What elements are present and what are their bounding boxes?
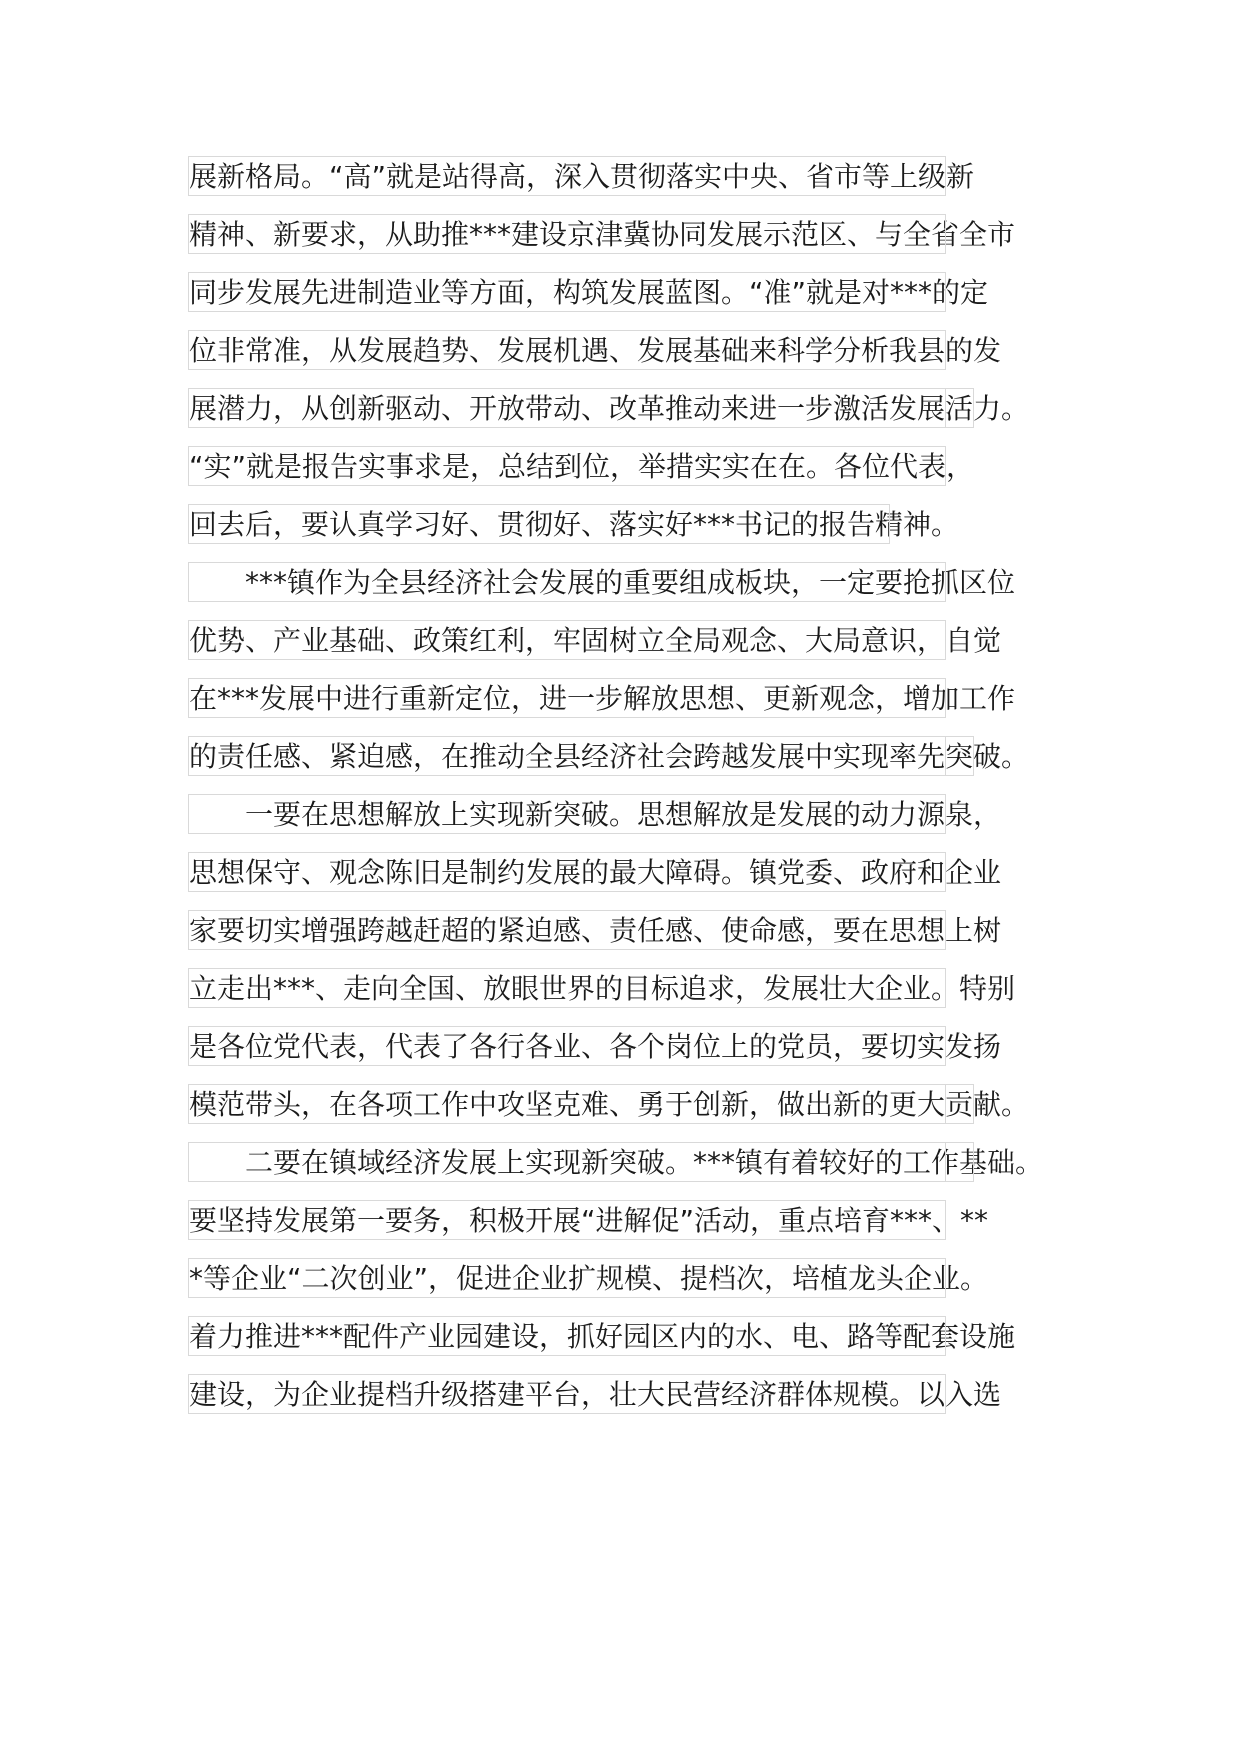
line-border: [889, 505, 890, 543]
line-border: [945, 1259, 946, 1297]
text-line: [188, 1200, 989, 1240]
line-text: *等企业“二次创业”，促进企业扩规模、提档次，培植龙头企业。: [189, 1262, 989, 1295]
line-border: [945, 1375, 946, 1413]
line-text: 模范带头，在各项工作中攻坚克难、勇于创新，做出新的更大贡献。: [189, 1088, 1030, 1121]
line-border: [945, 969, 946, 1007]
line-border: [945, 331, 946, 369]
line-border: [945, 679, 946, 717]
text-line: [188, 214, 1016, 254]
line-text: 在***发展中进行重新定位，进一步解放思想、更新观念，增加工作: [189, 682, 1016, 715]
line-border: [945, 1201, 946, 1239]
text-line: [188, 446, 975, 486]
text-line: [188, 1258, 989, 1298]
text-line: [188, 330, 1002, 370]
line-text: 的责任感、紧迫感，在推动全县经济社会跨越发展中实现率先突破。: [189, 740, 1030, 773]
text-line: [188, 736, 1030, 776]
line-text: 展新格局。“高”就是站得高，深入贯彻落实中央、省市等上级新: [189, 160, 975, 193]
line-text: 要坚持发展第一要务，积极开展“进解促”活动，重点培育***、**: [189, 1204, 989, 1237]
line-border: [945, 447, 946, 485]
text-line: [188, 678, 1016, 718]
line-text: 优势、产业基础、政策红利，牢固树立全局观念、大局意识，自觉: [189, 624, 1002, 657]
line-border: [945, 215, 946, 253]
line-border: [973, 737, 974, 775]
line-text: 展潜力，从创新驱动、开放带动、改革推动来进一步激活发展活力。: [189, 392, 1030, 425]
line-border: [945, 1027, 946, 1065]
line-text: ***镇作为全县经济社会发展的重要组成板块，一定要抢抓区位: [245, 566, 1016, 599]
line-border: [973, 389, 974, 427]
line-text: “实”就是报告实事求是，总结到位，举措实实在在。各位代表，: [189, 450, 975, 483]
line-border: [945, 1085, 946, 1123]
text-line: [188, 910, 1002, 950]
text-line: [188, 562, 1016, 602]
text-line: [188, 1026, 1002, 1066]
line-border: [945, 563, 946, 601]
text-line: [188, 1316, 1016, 1356]
text-line: [188, 1142, 1044, 1182]
line-border: [945, 389, 946, 427]
text-line: [188, 504, 960, 544]
text-line: [188, 1084, 1030, 1124]
line-text: 是各位党代表，代表了各行各业、各个岗位上的党员，要切实发扬: [189, 1030, 1002, 1063]
line-border: [945, 1143, 946, 1181]
text-line: [188, 968, 1016, 1008]
text-line: [188, 272, 989, 312]
line-text: 同步发展先进制造业等方面，构筑发展蓝图。“准”就是对***的定: [189, 276, 989, 309]
line-text: 二要在镇域经济发展上实现新突破。***镇有着较好的工作基础。: [245, 1146, 1044, 1179]
text-line: [188, 1374, 1002, 1414]
line-text: 建设，为企业提档升级搭建平台，壮大民营经济群体规模。以入选: [189, 1378, 1002, 1411]
line-text: 位非常准，从发展趋势、发展机遇、发展基础来科学分析我县的发: [189, 334, 1002, 367]
line-text: 精神、新要求，从助推***建设京津冀协同发展示范区、与全省全市: [189, 218, 1016, 251]
line-border: [973, 1085, 974, 1123]
line-text: 一要在思想解放上实现新突破。思想解放是发展的动力源泉，: [245, 798, 1002, 831]
text-line: [188, 388, 1030, 428]
text-line: [188, 620, 1002, 660]
line-text: 思想保守、观念陈旧是制约发展的最大障碍。镇党委、政府和企业: [189, 856, 1002, 889]
line-text: 回去后，要认真学习好、贯彻好、落实好***书记的报告精神。: [189, 508, 960, 541]
line-border: [945, 273, 946, 311]
line-border: [945, 795, 946, 833]
line-border: [945, 1317, 946, 1355]
text-line: [188, 156, 975, 196]
line-text: 家要切实增强跨越赶超的紧迫感、责任感、使命感，要在思想上树: [189, 914, 1002, 947]
line-border: [945, 157, 946, 195]
text-line: [188, 852, 1002, 892]
line-border: [945, 911, 946, 949]
line-text: 立走出***、走向全国、放眼世界的目标追求，发展壮大企业。特别: [189, 972, 1016, 1005]
text-line: [188, 794, 1002, 834]
line-border: [945, 853, 946, 891]
line-border: [945, 737, 946, 775]
line-border: [973, 1143, 974, 1181]
line-text: 着力推进***配件产业园建设，抓好园区内的水、电、路等配套设施: [189, 1320, 1016, 1353]
line-border: [945, 621, 946, 659]
